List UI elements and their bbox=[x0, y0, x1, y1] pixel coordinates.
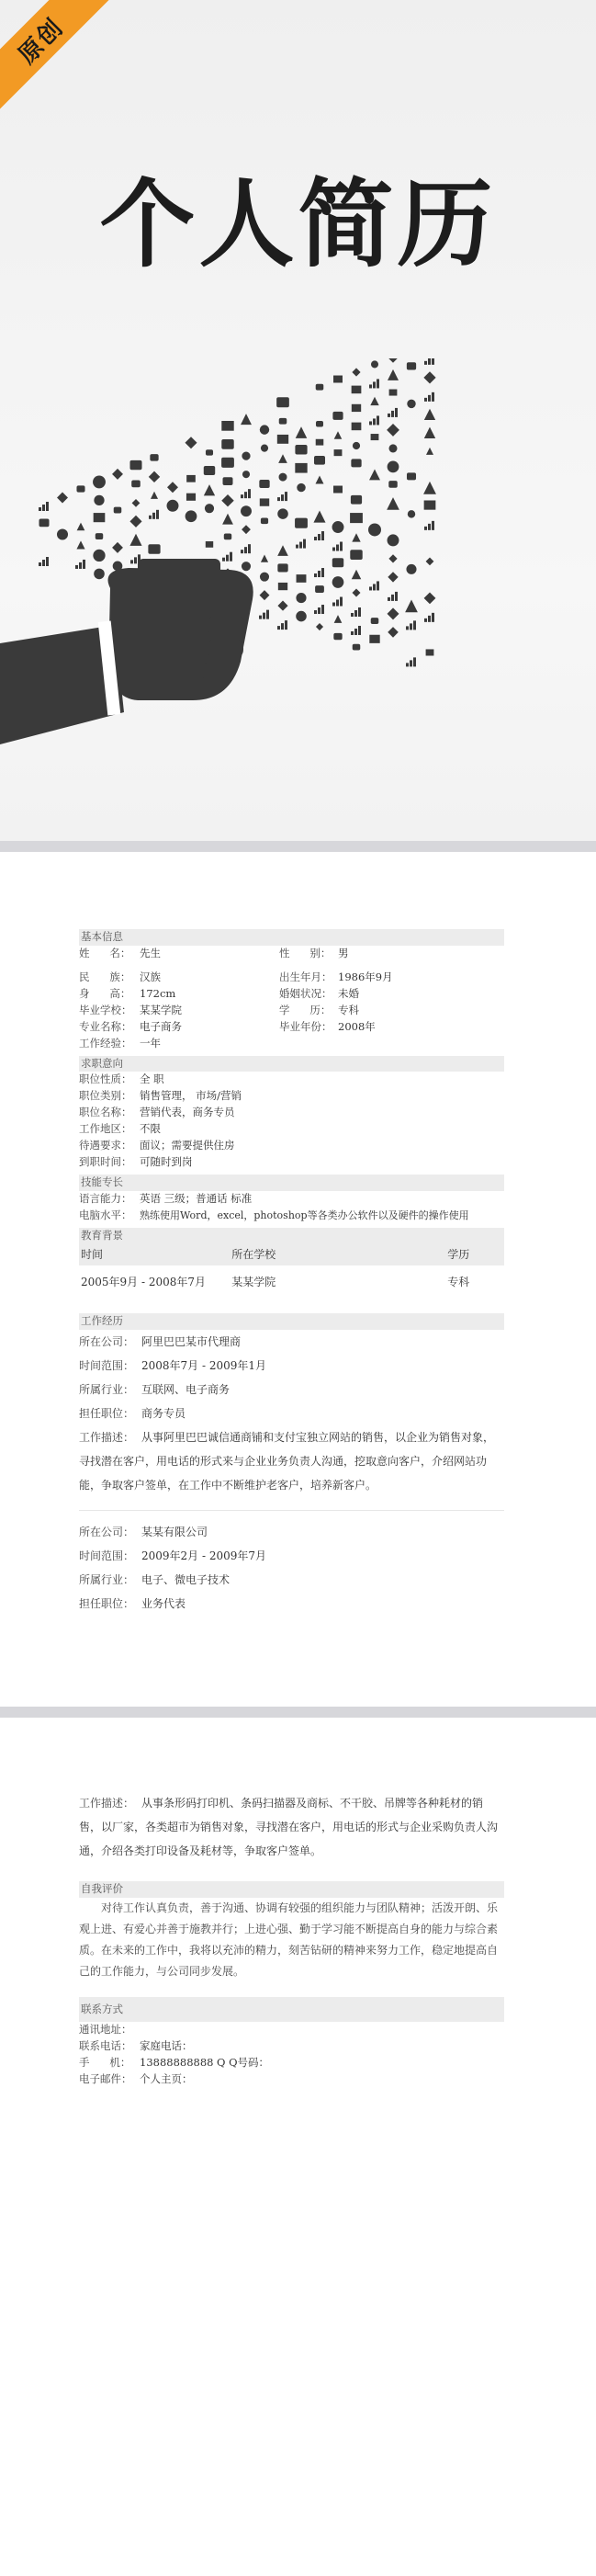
pictogram-icon bbox=[167, 500, 179, 512]
pictogram-icon bbox=[387, 497, 399, 510]
intent-value: 面议；需要提供住房 bbox=[140, 1139, 235, 1152]
pictogram-icon bbox=[332, 558, 343, 567]
pictogram-icon bbox=[424, 500, 436, 509]
label-period: 时间范围： bbox=[79, 1358, 135, 1372]
job2-desc: 从事条形码打印机、条码扫描器及商标、不干胶、吊牌等各种耗材的销售，以厂家，各类超市为销售对象，寻找潜在客户，用电话的形式与企业采购负责人沟通，介绍各类打印设备及耗材等，争取客户签单。 bbox=[79, 1797, 499, 1857]
job1-company-row bbox=[79, 1330, 504, 1354]
pictogram-icon bbox=[316, 384, 324, 391]
pictogram-icon bbox=[96, 533, 103, 539]
pictogram-icon bbox=[407, 362, 416, 369]
value-experience: 一年 bbox=[140, 1036, 161, 1050]
pictogram-icon bbox=[405, 600, 418, 613]
pictogram-icon bbox=[260, 425, 269, 434]
pictogram-icon bbox=[277, 435, 288, 444]
edu-time: 2005年9月 - 2008年7月 bbox=[81, 1276, 207, 1288]
education-table-header bbox=[79, 1243, 504, 1265]
label-experience: 工作经验： bbox=[79, 1036, 132, 1050]
pictogram-icon bbox=[129, 460, 141, 470]
pictogram-icon bbox=[369, 469, 380, 480]
job1-industry-row bbox=[79, 1378, 504, 1401]
pictogram-icon bbox=[279, 418, 287, 425]
pictogram-icon bbox=[279, 473, 287, 482]
pictogram-icon bbox=[297, 483, 305, 492]
pictogram-icon bbox=[76, 540, 84, 549]
pictogram-icon bbox=[39, 502, 49, 511]
pictogram-icon bbox=[129, 516, 141, 528]
pictogram-icon bbox=[186, 475, 196, 482]
pictogram-icon bbox=[242, 525, 251, 534]
pictogram-icon bbox=[129, 534, 141, 546]
pictogram-icon bbox=[221, 458, 234, 468]
skill-label: 电脑水平： bbox=[79, 1208, 132, 1221]
pictogram-icon bbox=[334, 431, 343, 439]
intent-row bbox=[79, 1138, 504, 1154]
pictogram-icon bbox=[277, 620, 287, 630]
pictogram-icon bbox=[389, 390, 398, 396]
pictogram-icon bbox=[352, 570, 361, 579]
pictogram-icon bbox=[295, 463, 307, 473]
job1-position-row bbox=[79, 1401, 504, 1425]
pictogram-icon bbox=[352, 533, 360, 541]
pictogram-icon bbox=[316, 439, 324, 446]
label-period: 时间范围： bbox=[79, 1549, 135, 1562]
pictogram-icon bbox=[371, 360, 378, 368]
cover-page bbox=[0, 0, 596, 841]
skill-value: 英语 三级；普通话 标准 bbox=[140, 1191, 253, 1205]
job2-industry: 电子、微电子技术 bbox=[141, 1572, 231, 1586]
contact-email-row bbox=[79, 2071, 504, 2088]
pictogram-icon bbox=[185, 437, 197, 448]
pictogram-icon bbox=[314, 605, 324, 614]
skill-value: 熟练使用Word，excel，photoshop等各类办公软件以及硬件的操作使用 bbox=[140, 1209, 469, 1221]
pictogram-icon bbox=[387, 424, 399, 437]
label-desc: 工作描述： bbox=[79, 1430, 135, 1444]
skill-row bbox=[79, 1191, 504, 1208]
value-degree: 专科 bbox=[338, 1003, 359, 1016]
intent-label: 职位类别： bbox=[79, 1089, 132, 1103]
label-position: 担任职位： bbox=[79, 1596, 135, 1610]
job1-desc: 从事阿里巴巴诚信通商铺和支付宝独立网站的销售，以企业为销售对象，寻找潜在客户，用电话的形式来与企业业务负责人沟通，挖取意向客户，介绍网站功能，争取客户签单，在工作中不断维护老客户，培养新客户。 bbox=[79, 1430, 495, 1492]
pictogram-icon bbox=[387, 607, 399, 619]
pictogram-icon bbox=[277, 492, 287, 501]
pictogram-icon bbox=[332, 576, 344, 588]
pictogram-icon bbox=[297, 574, 307, 583]
pictogram-icon bbox=[313, 510, 325, 522]
pictogram-icon bbox=[424, 409, 435, 420]
label-gender: 性 别： bbox=[279, 946, 332, 959]
edu-school: 某某学院 bbox=[231, 1276, 276, 1288]
label-company: 所在公司： bbox=[79, 1334, 135, 1348]
pictogram-icon bbox=[186, 510, 197, 522]
pictogram-icon bbox=[369, 379, 379, 388]
resume-content bbox=[79, 925, 504, 1616]
pictogram-icon bbox=[296, 611, 307, 622]
pictogram-icon bbox=[371, 618, 379, 624]
pictogram-icon bbox=[204, 484, 215, 495]
pictogram-icon bbox=[221, 439, 233, 449]
job1-company: 阿里巴巴某市代理商 bbox=[141, 1334, 242, 1348]
intent-label: 工作地区： bbox=[79, 1122, 132, 1136]
intent-value: 可随时到岗 bbox=[140, 1155, 193, 1169]
value-grad-year: 2008年 bbox=[338, 1019, 376, 1033]
pictogram-icon bbox=[332, 412, 343, 420]
resume-title: 个人简历 bbox=[99, 168, 497, 280]
pictogram-icon bbox=[353, 644, 361, 651]
label-mobile: 手 机： bbox=[79, 2056, 131, 2070]
intent-list bbox=[79, 1072, 504, 1171]
pictogram-icon bbox=[315, 585, 324, 593]
label-phone: 联系电话： bbox=[79, 2039, 132, 2053]
row-ethnic-birth bbox=[79, 970, 504, 986]
job2-period: 2009年2月 - 2009年7月 bbox=[141, 1549, 267, 1562]
pictogram-icon bbox=[369, 635, 379, 643]
pictogram-icon bbox=[333, 376, 343, 383]
pictogram-icon bbox=[352, 404, 361, 412]
pictogram-icon bbox=[368, 523, 381, 536]
pictogram-icon bbox=[112, 469, 123, 480]
original-badge: 原创 bbox=[0, 0, 109, 109]
pictogram-icon bbox=[426, 649, 434, 655]
intent-row bbox=[79, 1088, 504, 1105]
pictogram-icon bbox=[150, 454, 158, 460]
job1-period-row bbox=[79, 1354, 504, 1378]
pictogram-icon bbox=[206, 449, 213, 455]
value-mobile: 13888888888 bbox=[140, 2056, 214, 2070]
value-birth: 1986年9月 bbox=[338, 970, 393, 983]
pictogram-icon bbox=[387, 358, 399, 363]
label-address: 通讯地址： bbox=[79, 2023, 132, 2037]
pictogram-icon bbox=[353, 442, 360, 449]
pictogram-icon bbox=[167, 482, 178, 493]
pictogram-icon bbox=[352, 423, 362, 431]
label-school: 毕业学校： bbox=[79, 1003, 132, 1016]
label-industry: 所属行业： bbox=[79, 1572, 135, 1586]
pictogram-icon bbox=[388, 444, 397, 452]
label-birth: 出生年月： bbox=[279, 970, 332, 983]
job2-desc-row bbox=[79, 1791, 504, 1863]
pictogram-icon bbox=[132, 499, 141, 507]
pictogram-icon bbox=[221, 494, 233, 506]
pictogram-icon bbox=[408, 510, 415, 517]
pictogram-icon bbox=[277, 508, 288, 519]
intent-label: 职位名称： bbox=[79, 1106, 132, 1119]
pictogram-icon bbox=[332, 542, 343, 551]
pictogram-icon bbox=[241, 544, 251, 553]
intent-value: 不限 bbox=[140, 1122, 161, 1136]
pictogram-icon bbox=[316, 421, 323, 426]
pictogram-icon bbox=[75, 560, 85, 569]
job2-period-row bbox=[79, 1544, 504, 1568]
pictogram-icon bbox=[39, 557, 49, 566]
megaphone-hand-illustration bbox=[0, 358, 596, 790]
pictogram-icon bbox=[424, 592, 436, 604]
intent-row bbox=[79, 1121, 504, 1138]
label-grad-year: 毕业年份： bbox=[279, 1019, 332, 1033]
label-email: 电子邮件： bbox=[79, 2072, 132, 2086]
label-name: 姓 名： bbox=[79, 946, 131, 959]
pictogram-icon bbox=[388, 534, 399, 546]
pictogram-icon bbox=[424, 392, 434, 402]
section-self-evaluation: 自我评价 bbox=[79, 1881, 504, 1898]
pictogram-icon bbox=[260, 573, 269, 582]
value-school: 某某学院 bbox=[140, 1003, 182, 1016]
pictogram-icon bbox=[333, 633, 342, 640]
pictogram-icon bbox=[388, 369, 399, 380]
pictogram-icon bbox=[407, 400, 415, 408]
intent-value: 全 职 bbox=[140, 1072, 164, 1086]
contact-address-row bbox=[79, 2022, 504, 2038]
job2-company: 某某有限公司 bbox=[141, 1525, 208, 1538]
pictogram-icon bbox=[261, 445, 268, 452]
pictogram-icon bbox=[407, 472, 416, 480]
pictogram-icon bbox=[424, 521, 434, 530]
pictogram-icon bbox=[296, 593, 306, 603]
pictogram-icon bbox=[112, 542, 123, 553]
pictogram-icon bbox=[39, 518, 49, 527]
resume-page-1 bbox=[0, 852, 596, 1707]
value-major: 电子商务 bbox=[140, 1019, 182, 1033]
pictogram-icon bbox=[371, 434, 379, 440]
pictogram-icon bbox=[131, 481, 141, 488]
pictogram-icon bbox=[242, 471, 250, 478]
pictogram-icon bbox=[76, 485, 84, 492]
page-separator bbox=[0, 1707, 596, 1718]
pictogram-icon bbox=[277, 563, 287, 572]
pictogram-icon bbox=[222, 514, 233, 525]
education-row bbox=[79, 1265, 504, 1291]
job1-period: 2008年7月 - 2009年1月 bbox=[141, 1358, 267, 1372]
pictogram-icon bbox=[77, 523, 85, 531]
label-homepage: 个人主页： bbox=[140, 2072, 193, 2086]
pictogram-icon bbox=[333, 486, 343, 494]
value-ethnic: 汉族 bbox=[140, 970, 161, 983]
section-work-experience: 工作经历 bbox=[79, 1313, 504, 1330]
pictogram-icon bbox=[241, 489, 251, 498]
pictogram-icon bbox=[149, 471, 160, 482]
value-name: 先生 bbox=[140, 946, 161, 959]
pictogram-icon bbox=[296, 426, 308, 438]
resume-page-2 bbox=[0, 1718, 596, 2576]
label-company: 所在公司： bbox=[79, 1525, 135, 1538]
pictogram-icon bbox=[351, 495, 362, 505]
pictogram-icon bbox=[278, 583, 287, 590]
pictogram-icon bbox=[424, 613, 434, 622]
intent-row bbox=[79, 1105, 504, 1121]
label-marriage: 婚姻状况： bbox=[279, 986, 332, 1000]
label-degree: 学 历： bbox=[279, 1003, 332, 1016]
pictogram-icon bbox=[222, 552, 232, 562]
self-evaluation-text: 对待工作认真负责，善于沟通、协调有较强的组织能力与团队精神；活泼开朗、乐观上进、有爱心并善于施教并行；上进心强、勤于学习能不断提高自身的能力与综合素质。在未来的工作中，我将以充沛的精力，刻苦钻研的精神来努力工作，稳定地提高自己的工作能力，与公司同步发展。 bbox=[79, 1901, 499, 1978]
pictogram-icon bbox=[352, 386, 362, 394]
label-qq: Q Q号码： bbox=[217, 2056, 270, 2070]
row-experience bbox=[79, 1036, 504, 1052]
pictogram-icon bbox=[315, 476, 323, 484]
pictogram-icon bbox=[351, 626, 361, 635]
pictogram-icon bbox=[352, 368, 360, 376]
pictogram-icon bbox=[370, 397, 378, 405]
pictogram-icon bbox=[224, 533, 231, 539]
pictogram-icon bbox=[223, 477, 233, 485]
contact-mobile-row bbox=[79, 2055, 504, 2071]
skill-row bbox=[79, 1208, 504, 1224]
pictogram-icon bbox=[221, 421, 233, 431]
section-contact: 联系方式 bbox=[79, 1997, 504, 2023]
pictogram-icon bbox=[334, 449, 343, 456]
label-height: 身 高： bbox=[79, 986, 131, 1000]
col-school: 所在学校 bbox=[231, 1248, 276, 1261]
pictogram-icon bbox=[295, 518, 308, 528]
pictogram-icon bbox=[241, 505, 252, 516]
pictogram-icon bbox=[388, 627, 399, 638]
pictogram-icon bbox=[296, 539, 306, 549]
section-skills: 技能专长 bbox=[79, 1175, 504, 1191]
intent-row bbox=[79, 1072, 504, 1088]
pictogram-icon bbox=[151, 492, 158, 499]
pictogram-icon bbox=[369, 415, 379, 425]
label-home-phone: 家庭电话： bbox=[140, 2039, 193, 2053]
pictogram-icon bbox=[388, 408, 398, 417]
pictogram-icon bbox=[426, 448, 433, 455]
pictogram-icon bbox=[423, 371, 435, 383]
col-time: 时间 bbox=[81, 1248, 104, 1261]
job1-desc-row bbox=[79, 1425, 504, 1497]
pictogram-icon bbox=[314, 568, 324, 577]
pictogram-icon bbox=[259, 610, 269, 619]
intent-value: 销售管理， 市场/营销 bbox=[140, 1089, 242, 1103]
job1-position: 商务专员 bbox=[141, 1406, 186, 1420]
pictogram-icon bbox=[57, 492, 68, 503]
label-major: 专业名称： bbox=[79, 1019, 132, 1033]
section-basic-info: 基本信息 bbox=[79, 929, 504, 946]
pictogram-icon bbox=[406, 620, 416, 630]
pictogram-icon bbox=[352, 588, 360, 596]
pictogram-icon bbox=[388, 461, 399, 473]
pictogram-icon bbox=[332, 521, 344, 533]
pictogram-icon bbox=[406, 564, 416, 574]
pictogram-icon bbox=[186, 494, 196, 501]
contact-phone-row bbox=[79, 2038, 504, 2055]
pictogram-icon bbox=[149, 510, 159, 519]
pictogram-icon bbox=[205, 504, 214, 513]
label-ethnic: 民 族： bbox=[79, 970, 131, 983]
pictogram-icon bbox=[242, 562, 251, 571]
col-degree: 学历 bbox=[447, 1248, 470, 1261]
pictogram-icon bbox=[388, 572, 398, 582]
job1-industry: 互联网、电子商务 bbox=[141, 1382, 231, 1396]
intent-label: 到职时间： bbox=[79, 1155, 132, 1169]
pictogram-icon bbox=[426, 557, 434, 565]
pictogram-icon bbox=[114, 507, 122, 514]
resume-content-2 bbox=[79, 1791, 504, 2088]
pictogram-icon bbox=[57, 528, 68, 539]
pictogram-icon bbox=[261, 518, 268, 525]
pictogram-icon bbox=[388, 554, 397, 562]
pictogram-icon bbox=[295, 445, 307, 455]
job2-company-row bbox=[79, 1520, 504, 1544]
intent-row bbox=[79, 1154, 504, 1171]
pictogram-icon bbox=[351, 607, 361, 617]
job2-position: 业务代表 bbox=[141, 1596, 186, 1610]
pictogram-icon bbox=[369, 581, 379, 590]
row-name-gender bbox=[79, 946, 504, 962]
row-school-degree bbox=[79, 1003, 504, 1019]
section-education: 教育背景 bbox=[79, 1228, 504, 1244]
pictogram-icon bbox=[350, 513, 363, 523]
pictogram-icon bbox=[334, 615, 343, 623]
pictogram-icon bbox=[316, 623, 323, 630]
pictogram-icon bbox=[206, 541, 213, 548]
pictogram-icon bbox=[314, 531, 324, 540]
job2-industry-row bbox=[79, 1568, 504, 1592]
pictogram-icon bbox=[260, 590, 270, 600]
skill-label: 语言能力： bbox=[79, 1191, 132, 1205]
pictogram-icon bbox=[94, 495, 104, 505]
pictogram-icon bbox=[423, 482, 436, 494]
job2-position-row bbox=[79, 1592, 504, 1616]
pictogram-icon bbox=[241, 414, 252, 425]
value-gender: 男 bbox=[338, 946, 349, 959]
pictogram-icon bbox=[351, 459, 361, 467]
intent-label: 待遇要求： bbox=[79, 1139, 132, 1152]
pictogram-icon bbox=[332, 597, 343, 607]
pictogram-icon bbox=[424, 427, 435, 438]
pictogram-icon bbox=[204, 466, 215, 475]
pictogram-icon bbox=[424, 358, 434, 365]
intent-value: 营销代表，商务专员 bbox=[140, 1106, 235, 1119]
pictogram-icon bbox=[242, 452, 250, 460]
pictogram-icon bbox=[388, 481, 397, 488]
value-height: 172cm bbox=[140, 986, 176, 1000]
pictogram-icon bbox=[93, 475, 106, 488]
pictogram-icon bbox=[259, 480, 269, 488]
pictogram-icon bbox=[261, 555, 268, 562]
pictogram-icon bbox=[277, 545, 288, 556]
pictogram-icon bbox=[94, 513, 106, 522]
pictogram-icon bbox=[350, 550, 362, 560]
value-marriage: 未婚 bbox=[338, 986, 359, 1000]
intent-label: 职位性质： bbox=[79, 1072, 132, 1086]
label-industry: 所属行业： bbox=[79, 1382, 135, 1396]
page-separator bbox=[0, 841, 596, 852]
pictogram-icon bbox=[278, 454, 287, 463]
pictogram-icon bbox=[277, 601, 287, 611]
row-height-marriage bbox=[79, 986, 504, 1003]
pictogram-icon bbox=[314, 456, 325, 465]
pictogram-icon bbox=[276, 397, 289, 407]
pictogram-icon bbox=[388, 592, 398, 601]
section-job-intent: 求职意向 bbox=[79, 1056, 504, 1072]
edu-degree: 专科 bbox=[447, 1276, 470, 1288]
row-major-grad bbox=[79, 1019, 504, 1036]
pictogram-icon bbox=[406, 657, 416, 666]
pictogram-icon bbox=[93, 550, 105, 562]
label-position: 担任职位： bbox=[79, 1406, 135, 1420]
pictogram-icon bbox=[148, 544, 160, 554]
pictogram-icon bbox=[94, 569, 105, 580]
label-desc: 工作描述： bbox=[79, 1797, 135, 1810]
pictogram-icon bbox=[260, 498, 269, 505]
